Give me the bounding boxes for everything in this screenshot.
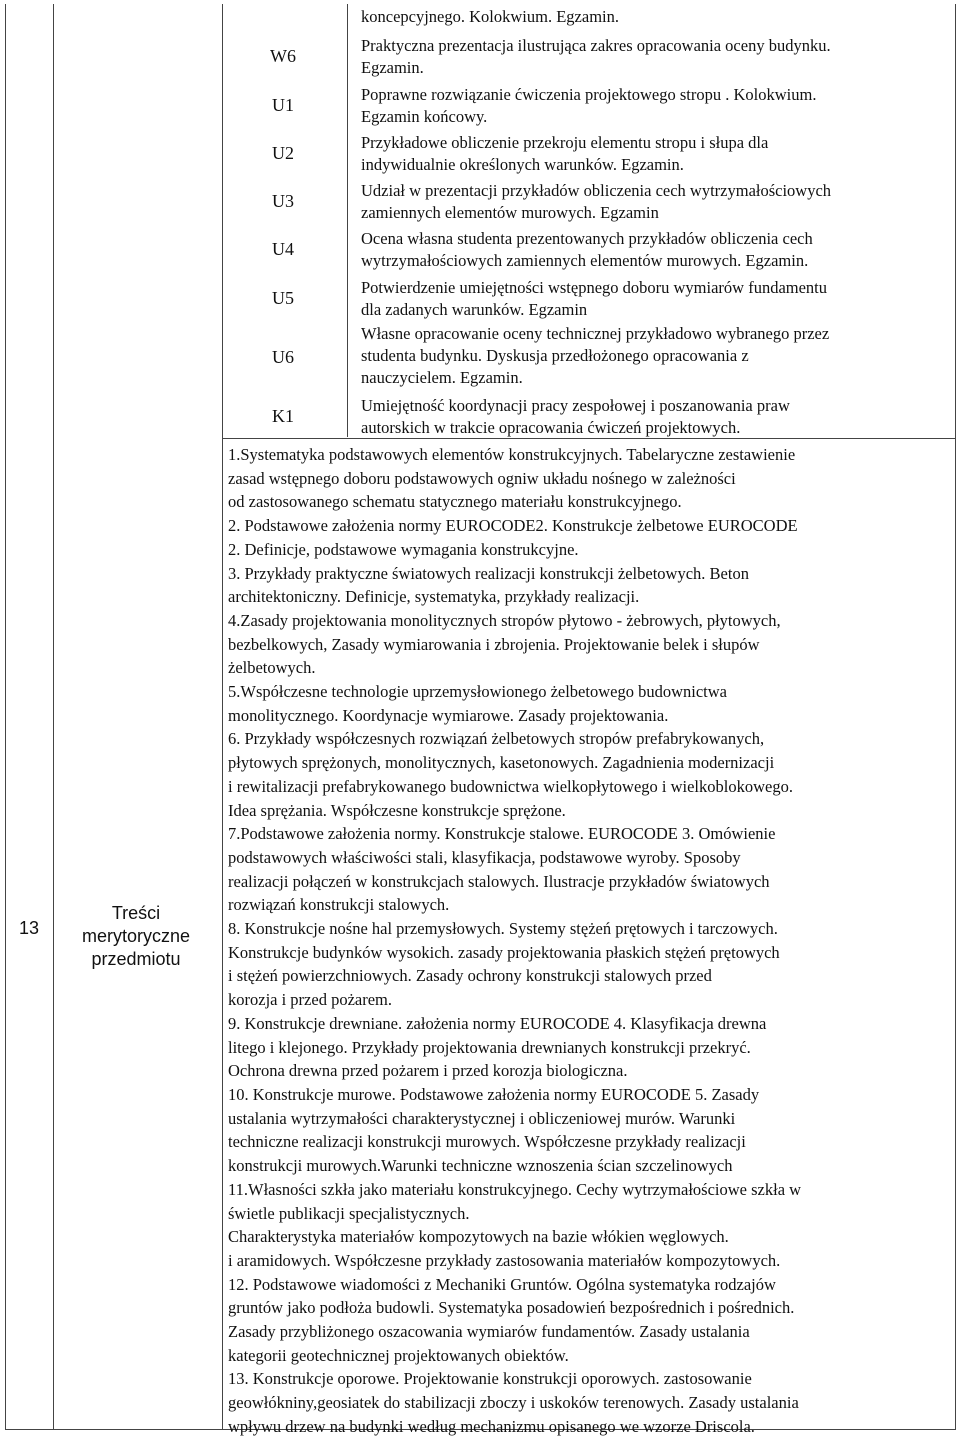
outcome-code: U6 bbox=[272, 347, 294, 367]
content-line: 8. Konstrukcje nośne hal przemysłowych. Systemy stężeń prętowych i tarczowych. bbox=[228, 919, 778, 939]
content-line: 1.Systematyka podstawowych elementów konstrukcyjnych. Tabelaryczne zestawienie bbox=[228, 445, 796, 464]
content-line: kategorii geotechnicznej projektowanych obiektów. bbox=[228, 1345, 569, 1365]
outcome-description: Praktyczna prezentacja ilustrująca zakres opracowania oceny budynku. Egzamin. bbox=[361, 36, 831, 77]
content-line: 9. Konstrukcje drewniane. założenia normy EUROCODE 4. Klasyfikacja drewna bbox=[228, 1013, 767, 1033]
content-line: architektoniczny. Definicje, systematyka, przykłady realizacji. bbox=[228, 587, 640, 607]
content-line: konstrukcji murowych.Warunki techniczne wznoszenia ścian szczelinowych bbox=[228, 1156, 733, 1176]
content-line: płytowych sprężonych, monolitycznych, kasetonowych. Zagadnienia modernizacji bbox=[228, 753, 775, 773]
content-line: 2. Definicje, podstawowe wymagania konstrukcyjne. bbox=[228, 539, 579, 559]
content-line: korozja i przed pożarem. bbox=[228, 990, 393, 1010]
content-line: 2. Podstawowe założenia normy EUROCODE2. Konstrukcje żelbetowe EUROCODE bbox=[228, 516, 798, 536]
content-line: wpływu drzew na budynki według mechanizmu opisanego we wzorze Driscola. bbox=[228, 1416, 755, 1436]
outcome-description: Potwierdzenie umiejętności wstępnego doboru wymiarów fundamentu dla zadanych warunków. Egzamin bbox=[361, 278, 828, 319]
content-line: monolitycznego. Koordynacje wymiarowe. Zasady projektowania. bbox=[228, 705, 669, 725]
column-divider bbox=[222, 4, 223, 1430]
content-line: geowłókniny,geosiatek do stabilizacji zboczy i uskoków terenowych. Zasady ustalania bbox=[228, 1393, 799, 1413]
outcome-code: U3 bbox=[272, 191, 294, 211]
content-line: i rewitalizacji prefabrykowanego budownictwa wielkopłytowego i wielkoblokowego. bbox=[228, 776, 793, 796]
content-line: techniczne realizacji konstrukcji murowych. Współczesne przykłady realizacji bbox=[228, 1132, 746, 1152]
content-line: 12. Podstawowe wiadomości z Mechaniki Gruntów. Ogólna systematyka rodzajów bbox=[228, 1274, 776, 1294]
section-title: Treści merytoryczne przedmiotu bbox=[81, 903, 191, 969]
outcome-description: Przykładowe obliczenie przekroju elementu stropu i słupa dla indywidualnie określonych warunków. Egzamin. bbox=[361, 133, 769, 174]
content-line: 4.Zasady projektowania monolitycznych stropów płytowo - żebrowych, płytowych, bbox=[228, 610, 781, 630]
content-line: świetle publikacji specjalistycznych. bbox=[228, 1203, 470, 1223]
outcome-code: K1 bbox=[272, 406, 294, 426]
content-line: i stężeń powierzchniowych. Zasady ochrony konstrukcji stalowych przed bbox=[228, 966, 712, 986]
content-line: Konstrukcje budynków wysokich. zasady projektowania płaskich stężeń prętowych bbox=[228, 942, 780, 962]
outcome-description: Poprawne rozwiązanie ćwiczenia projektowego stropu . Kolokwium. Egzamin końcowy. bbox=[361, 85, 817, 126]
outcome-description: Ocena własna studenta prezentowanych przykładów obliczenia cech wytrzymałościowych zamiennych elementów murowych. Egzamin. bbox=[361, 229, 813, 270]
table-border-left bbox=[5, 4, 6, 1430]
outcome-description: koncepcyjnego. Kolokwium. Egzamin. bbox=[361, 7, 619, 26]
content-line: podstawowych właściwości stali, klasyfikacja, podstawowe wyroby. Sposoby bbox=[228, 847, 741, 867]
content-line: 3. Przykłady praktyczne światowych realizacji konstrukcji żelbetowych. Beton bbox=[228, 563, 749, 583]
outcome-code: U5 bbox=[272, 288, 294, 308]
content-line: 6. Przykłady współczesnych rozwiązań żelbetowych stropów prefabrykowanych, bbox=[228, 729, 765, 749]
outcome-code: W6 bbox=[270, 46, 296, 66]
row-number: 13 bbox=[18, 918, 40, 938]
content-line: Ochrona drewna przed pożarem i przed korozja biologiczna. bbox=[228, 1061, 628, 1081]
outcome-description: Udział w prezentacji przykładów obliczenia cech wytrzymałościowych zamiennych elementów murowych. Egzamin bbox=[361, 181, 832, 222]
course-content bbox=[228, 443, 952, 1439]
content-line: zasad wstępnego doboru podstawowych ogniw układu nośnego w zależności bbox=[228, 468, 736, 488]
content-line: Zasady przybliżonego oszacowania wymiarów fundamentów. Zasady ustalania bbox=[228, 1322, 750, 1342]
table-border-right bbox=[955, 4, 956, 1430]
content-line: i aramidowych. Współczesne przykłady zastosowania materiałów kompozytowych. bbox=[228, 1250, 781, 1270]
outcome-description: Umiejętność koordynacji pracy zespołowej i poszanowania praw autorskich w trakcie opracowania ćwiczeń projektowych. bbox=[361, 396, 790, 437]
outcome-code: U1 bbox=[272, 95, 294, 115]
content-line: 7.Podstawowe założenia normy. Konstrukcje stalowe. EUROCODE 3. Omówienie bbox=[228, 824, 776, 844]
content-line: 13. Konstrukcje oporowe. Projektowanie konstrukcji oporowych. zastosowanie bbox=[228, 1369, 752, 1389]
outcome-description: Własne opracowanie oceny technicznej przykładowo wybranego przez studenta budynku. Dyskusja przedłożonego opracowania z nauczycielem. Egzamin. bbox=[361, 324, 830, 387]
outcome-code: U2 bbox=[272, 143, 294, 163]
content-line: gruntów jako podłoża budowli. Systematyka posadowień bezpośrednich i pośrednich. bbox=[228, 1298, 795, 1318]
content-line: Charakterystyka materiałów kompozytowych na bazie włókien węglowych. bbox=[228, 1227, 729, 1247]
code-column-divider bbox=[347, 4, 348, 437]
content-line: żelbetowych. bbox=[228, 658, 316, 678]
content-line: Idea sprężania. Współczesne konstrukcje sprężone. bbox=[228, 800, 566, 820]
content-line: 11.Własności szkła jako materiału konstrukcyjnego. Cechy wytrzymałościowe szkła w bbox=[228, 1179, 802, 1199]
content-line: rozwiązań konstrukcji stalowych. bbox=[228, 895, 450, 915]
content-line: bezbelkowych, Zasady wymiarowania i zbrojenia. Projektowanie belek i słupów bbox=[228, 634, 760, 654]
content-line: ustalania wytrzymałości charakterystycznej i obliczeniowej murów. Warunki bbox=[228, 1108, 736, 1128]
outcome-code: U4 bbox=[272, 239, 294, 259]
content-line: litego i klejonego. Przykłady projektowania drewnianych konstrukcji przekryć. bbox=[228, 1037, 751, 1057]
content-line: 5.Współczesne technologie uprzemysłowionego żelbetowego budownictwa bbox=[228, 682, 727, 702]
content-line: realizacji połączeń w konstrukcjach stalowych. Ilustracje przykładów światowych bbox=[228, 871, 770, 891]
content-line: 10. Konstrukcje murowe. Podstawowe założenia normy EUROCODE 5. Zasady bbox=[228, 1084, 760, 1104]
content-line: od zastosowanego schematu statycznego materiału konstrukcyjnego. bbox=[228, 492, 682, 512]
column-divider bbox=[53, 4, 54, 1430]
